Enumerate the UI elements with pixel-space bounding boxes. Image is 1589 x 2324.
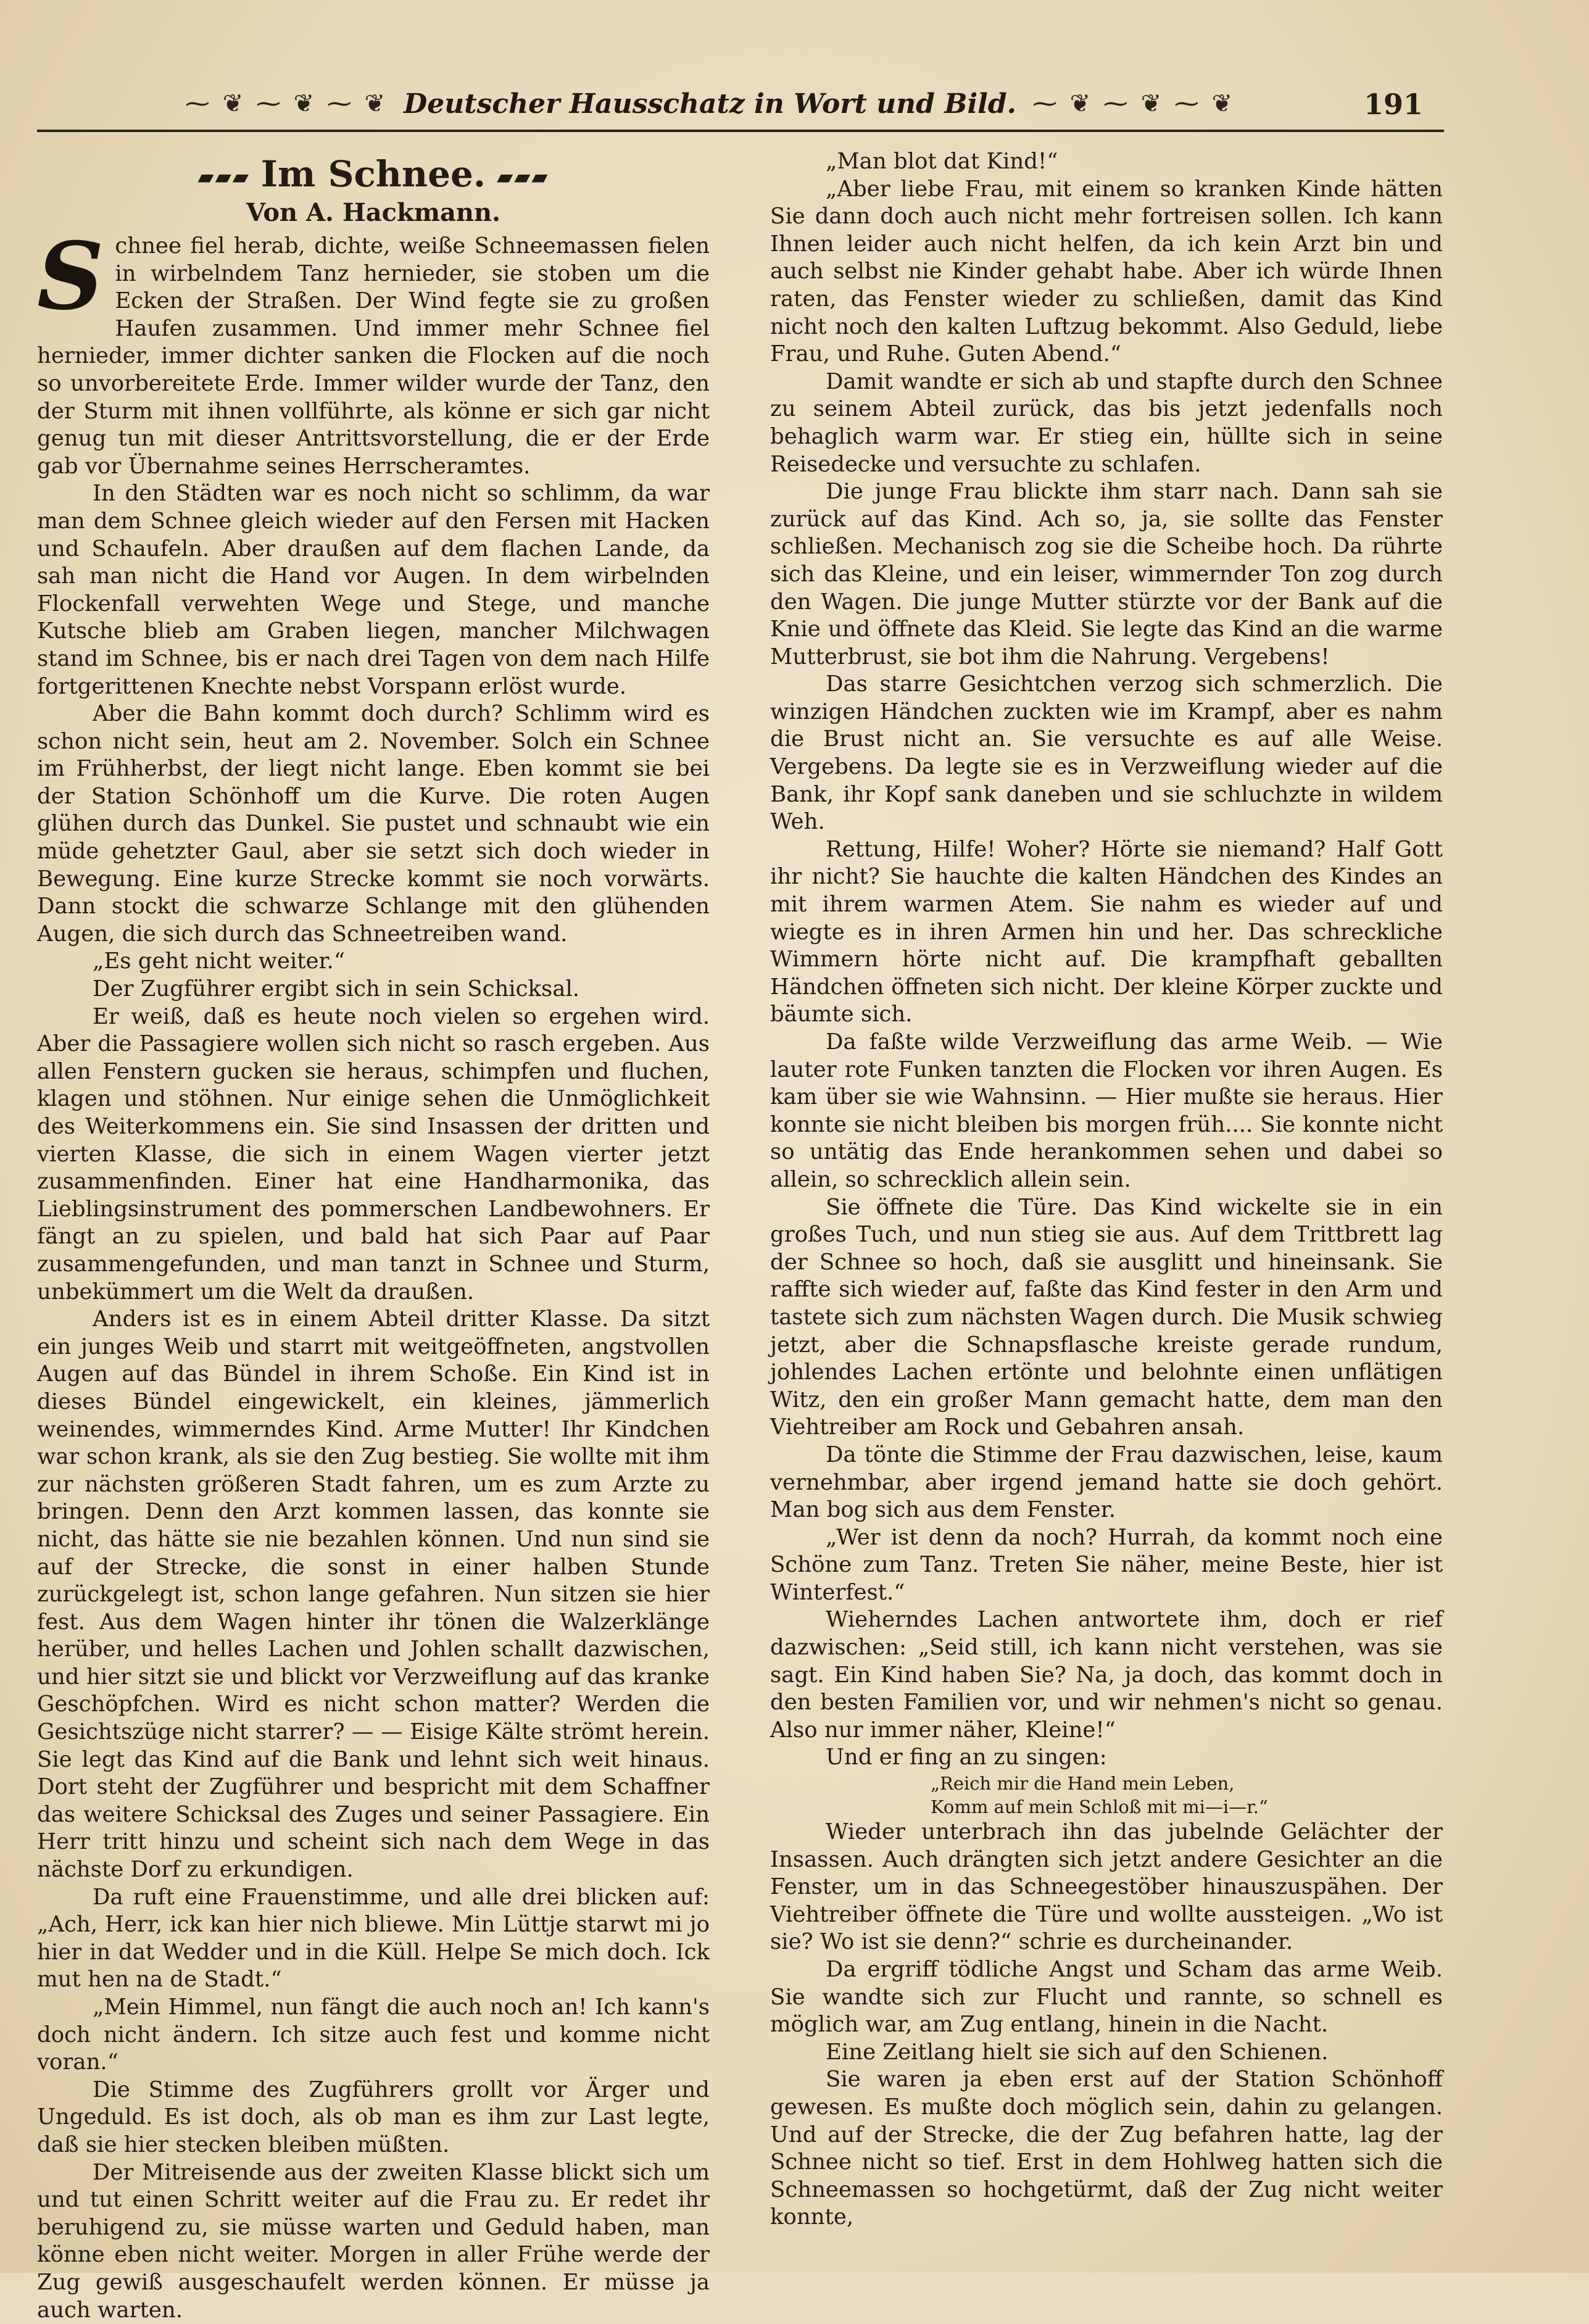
paragraph: Eine Zeitlang hielt sie sich auf den Schienen. xyxy=(826,2039,1329,2065)
paragraph: Sie waren ja eben erst auf der Station Schönhoff gewesen. Es mußte doch möglich sein, dahin zu gelangen. Und auf der Strecke, die der Zug befahren hatte, lag der Schnee nicht so tief. Erst in dem Hohlweg hatten sich die Schneemassen so hochgetürmt, daß der Zug nicht weiter konnte, xyxy=(770,2067,1443,2230)
paragraph: Die Stimme des Zugführers grollt vor Ärger und Ungeduld. Es ist doch, als ob man es ihm zur Last legte, daß sie hier stecken bleiben müßten. xyxy=(37,2077,710,2157)
paragraph: Aber die Bahn kommt doch durch? Schlimm wird es schon nicht sein, heut am 2. November. Solch ein Schnee im Frühherbst, der liegt nicht lange. Eben kommt sie bei der Station Schönhoff um die Kurve. Die roten Augen glühen durch das Dunkel. Sie pustet und schnaubt wie ein müde gehetzter Gaul, aber sie setzt sich doch wieder in Bewegung. Eine kurze Strecke kommt sie noch vorwärts. Dann stockt die schwarze Schlange mit den glühenden Augen, die sich durch das Schneetreiben wand. xyxy=(37,701,710,947)
article-title-text: Im Schnee. xyxy=(260,153,486,195)
paragraph: Der Zugführer ergibt sich in sein Schicksal. xyxy=(93,976,580,1002)
paragraph: Anders ist es in einem Abteil dritter Klasse. Da sitzt ein junges Weib und starrt mit weitgeöffneten, angstvollen Augen auf das Bündel in ihrem Schoße. Ein Kind ist in dieses Bündel eingewickelt, ein kleines, jämmerlich weinendes, wimmerndes Kind. Arme Mutter! Ihr Kindchen war schon krank, als sie den Zug bestieg. Sie wollte mit ihm zur nächsten größeren Stadt fahren, um es zum Arzte zu bringen. Denn den Arzt kommen lassen, das konnte sie nicht, das hätte sie nie bezahlen können. Und nun sind sie auf der Strecke, die sonst in einer halben Stunde zurückgelegt ist, schon lange gefahren. Nun sitzen sie hier fest. Aus dem Wagen hinter ihr tönen die Walzerklänge herüber, und helles Lachen und Johlen schallt dazwischen, und hier sitzt sie und blickt vor Verzweiflung auf das kranke Geschöpfchen. Wird es nicht schon matter? Werden die Gesichtszüge nicht starrer? — — Eisige Kälte strömt herein. Sie legt das Kind auf die Bank und lehnt sich weit hinaus. Dort steht der Zugführer und bespricht mit dem Schaffner das weitere Schicksal des Zuges und seiner Passagiere. Ein Herr tritt hinzu und scheint sich nach dem Wege in das nächste Dorf zu erkundigen. xyxy=(37,1306,710,1883)
running-title: Deutscher Hausschatz in Wort und Bild. xyxy=(404,88,1016,120)
paragraph: Da ergriff tödliche Angst und Scham das arme Weib. Sie wandte sich zur Flucht und rannte, so schnell es möglich war, am Zug entlang, hinein in die Nacht. xyxy=(770,1957,1443,2038)
title-ornament-left: ▰▰▰ xyxy=(197,165,250,189)
paragraph: Da ruft eine Frauenstimme, und alle drei blicken auf: „Ach, Herr, ick kan hier nich bliewe. Min Lüttje starwt mi jo hier in dat Wedder und in die Küll. Helpe Se mich doch. Ick mut hen na de Stadt.“ xyxy=(37,1884,710,1993)
drop-cap: S xyxy=(37,222,104,331)
paragraph: Wieherndes Lachen antwortete ihm, doch er rief dazwischen: „Seid still, ich kann nicht verstehen, was sie sagt. Ein Kind haben Sie? Na, ja doch, das kommt doch in den besten Familien vor, und wir nehmen's nicht so genau. Also nur immer näher, Kleine!“ xyxy=(770,1607,1443,1743)
right-column xyxy=(770,148,1443,2231)
paragraph: „Aber liebe Frau, mit einem so kranken Kinde hätten Sie dann doch auch nicht mehr fortreisen sollen. Ich kann Ihnen leider auch nicht helfen, da ich kein Arzt bin und auch selbst nie Kinder gehabt habe. Aber ich würde Ihnen raten, das Fenster wieder zu schließen, damit das Kind nicht noch den kalten Luftzug bekommt. Also Geduld, liebe Frau, und Ruhe. Guten Abend.“ xyxy=(770,176,1443,367)
page-number: 191 xyxy=(1364,88,1424,121)
article-title xyxy=(37,153,710,196)
paragraph: Damit wandte er sich ab und stapfte durch den Schnee zu seinem Abteil zurück, das bis jetzt jedenfalls noch behaglich warm war. Er stieg ein, hüllte sich in seine Reisedecke und versuchte zu schlafen. xyxy=(770,368,1443,477)
paragraph-text: chnee fiel herab, dichte, weiße Schneemassen fielen in wirbelndem Tanz hernieder, sie stoben um die Ecken der Straßen. Der Wind fegte sie zu großen Haufen zusammen. Und immer mehr Schnee fiel hernieder, immer dichter sanken die Flocken auf die noch so unvorbereitete Erde. Immer wilder wurde der Tanz, den der Sturm mit ihnen vollführte, als könne er sich gar nicht genug tun mit dieser Antrittsvorstellung, die er der Erde gab vor Übernahme seines Herrscheramtes. xyxy=(37,233,710,479)
header-ornament-left: ⁓ ❦ ⁓ ❦ ⁓ ❦ xyxy=(185,89,388,118)
right-paragraphs-after xyxy=(770,1819,1443,2231)
paragraph: Wieder unterbrach ihn das jubelnde Gelächter der Insassen. Auch drängten sich jetzt andere Gesichter an die Fenster, um in das Schneegestöber hinauszuspähen. Der Viehtreiber öffnete die Türe und wollte aussteigen. „Wo ist sie? Wo ist sie denn?“ schrie es durcheinander. xyxy=(770,1819,1443,1955)
paragraph: Er weiß, daß es heute noch vielen so ergehen wird. Aber die Passagiere wollen sich nicht so rasch ergeben. Aus allen Fenstern gucken sie heraus, schimpfen und fluchen, klagen und stöhnen. Nur einige sehen die Unmöglichkeit des Weiterkommens ein. Sie sind Insassen der dritten und vierten Klasse, die sich in einem Wagen vierter jetzt zusammenfinden. Einer hat eine Handharmonika, das Lieblingsinstrument des pommerschen Landbewohners. Er fängt an zu spielen, und bald hat sich Paar auf Paar zusammengefunden, und man tanzt in Schnee und Sturm, unbekümmert um die Welt da draußen. xyxy=(37,1003,710,1305)
paragraph: „Wer ist denn da noch? Hurrah, da kommt noch eine Schöne zum Tanz. Treten Sie näher, meine Beste, hier ist Winterfest.“ xyxy=(770,1524,1443,1605)
paragraph: Und er fing an zu singen: xyxy=(826,1745,1107,1770)
paragraph: „Mein Himmel, nun fängt die auch noch an! Ich kann's doch nicht ändern. Ich sitze auch fest und komme nicht voran.“ xyxy=(37,1994,710,2075)
paragraph: Das starre Gesichtchen verzog sich schmerzlich. Die winzigen Händchen zuckten wie im Krampf, aber es nahm die Brust nicht an. Sie versuchte es auf alle Weise. Vergebens. Da legte sie es in Verzweiflung wieder auf die Bank, ihr Kopf sank daneben und sie schluchzte in wildem Weh. xyxy=(770,671,1443,835)
paragraph: Da tönte die Stimme der Frau dazwischen, leise, kaum vernehmbar, aber irgend jemand hatte sie doch gehört. Man bog sich aus dem Fenster. xyxy=(770,1442,1443,1523)
right-paragraphs xyxy=(770,148,1443,1772)
paragraph: Der Mitreisende aus der zweiten Klasse blickt sich um und tut einen Schritt weiter auf die Frau zu. Er redet ihr beruhigend zu, sie müsse warten und Geduld haben, man könne eben nicht weiter. Morgen in aller Frühe werde der Zug gewiß ausgeschaufelt werden können. Er müsse ja auch warten. xyxy=(37,2159,710,2323)
paragraph: Rettung, Hilfe! Woher? Hörte sie niemand? Half Gott ihr nicht? Sie hauchte die kalten Händchen des Kindes an mit ihrem warmen Atem. Sie nahm es wieder auf und wiegte es in ihren Armen hin und her. Das schreckliche Wimmern hörte nicht auf. Die krampfhaft geballten Händchen öffneten sich nicht. Der kleine Körper zuckte und bäumte sich. xyxy=(770,836,1443,1027)
verse-line: „Reich mir die Hand mein Leben, xyxy=(931,1773,1235,1795)
song-verse xyxy=(770,1772,1443,1819)
paragraph: „Es geht nicht weiter.“ xyxy=(93,948,345,974)
paragraph: „Man blot dat Kind!“ xyxy=(826,149,1058,174)
paragraph: Die junge Frau blickte ihm starr nach. Dann sah sie zurück auf das Kind. Ach so, ja, sie sollte das Fenster schließen. Mechanisch zog sie die Scheibe hoch. Da rührte sich das Kleine, und ein leiser, wimmernder Ton zog durch den Wagen. Die junge Mutter stürzte vor der Bank auf die Knie und öffnete das Kleid. Sie legte das Kind an die warme Mutterbrust, sie bot ihm die Nahrung. Vergebens! xyxy=(770,479,1443,670)
left-paragraphs xyxy=(37,222,710,2324)
verse-line: Komm auf mein Schloß mit mi—i—r.“ xyxy=(931,1796,1268,1818)
byline: Von A. Hackmann. xyxy=(246,198,501,227)
left-column xyxy=(37,148,710,2324)
running-header xyxy=(185,85,1419,122)
header-rule xyxy=(37,130,1444,132)
paragraph: In den Städten war es noch nicht so schlimm, da war man dem Schnee gleich wieder auf den Fersen mit Hacken und Schaufeln. Aber draußen auf dem flachen Lande, da sah man nicht die Hand vor Augen. In dem wirbelnden Flockenfall verwehten Wege und Stege, und manche Kutsche blieb am Graben liegen, mancher Milchwagen stand im Schnee, bis er nach drei Tagen von dem nach Hilfe fortgerittenen Knechte nebst Vorspann erlöst wurde. xyxy=(37,481,710,699)
paragraph: Da faßte wilde Verzweiflung das arme Weib. — Wie lauter rote Funken tanzten die Flocken vor ihren Augen. Es kam über sie wie Wahnsinn. — Hier mußte sie heraus. Hier konnte sie nicht bleiben bis morgen früh.... Sie konnte nicht so untätig das Ende herankommen sehen und dabei so allein, so schrecklich allein sein. xyxy=(770,1029,1443,1192)
paragraph: Sie öffnete die Türe. Das Kind wickelte sie in ein großes Tuch, und nun stieg sie aus. Auf dem Trittbrett lag der Schnee so hoch, daß sie ausglitt und hineinsank. Sie raffte sich wieder auf, faßte das Kind fester in den Arm und tastete sich zum nächsten Wagen durch. Die Musik schwieg jetzt, aber die Schnapsflasche kreiste gerade rundum, johlendes Lachen ertönte und belohnte einen unflätigen Witz, den ein großer Mann gemacht hatte, dem man den Viehtreiber am Rock und Gebahren ansah. xyxy=(770,1194,1443,1440)
title-ornament-right: ▰▰▰ xyxy=(497,165,549,189)
paragraph xyxy=(37,222,710,480)
header-ornament-right: ⁓ ❦ ⁓ ❦ ⁓ ❦ xyxy=(1032,89,1235,118)
